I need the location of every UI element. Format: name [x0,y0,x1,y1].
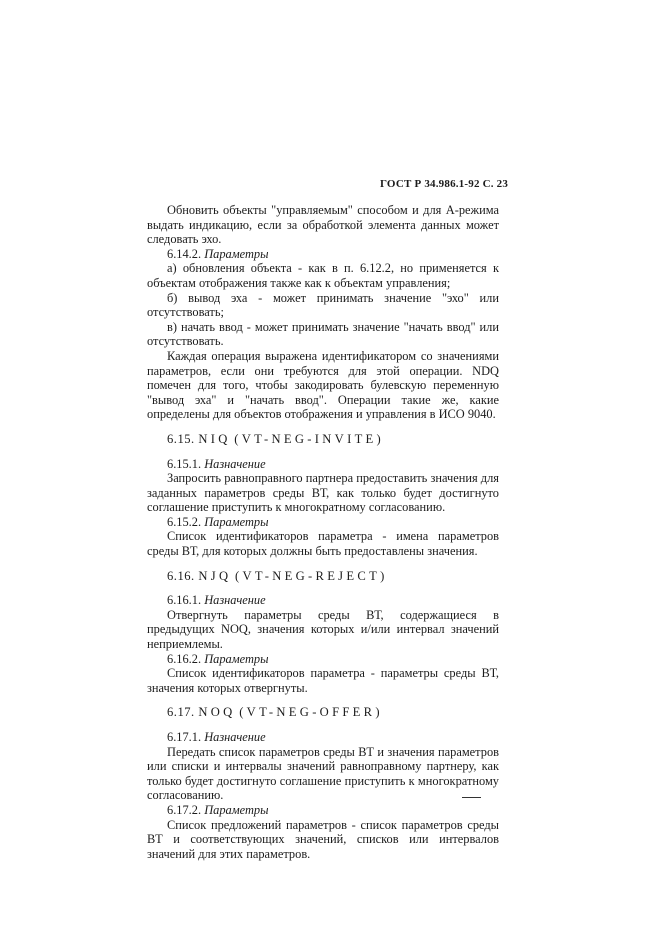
subsection-number: 6.15.2. [167,514,202,529]
paragraph-item-v: в) начать ввод - может принимать значение "начать ввод" или отсутствовать. [147,319,499,349]
paragraph-njq-purpose: Отвергнуть параметры среды ВТ, содержащиеся в предыдущих NOQ, значения которых и/или интервал значений неприемлемы. [147,607,499,652]
section-6-15-heading [167,432,499,447]
section-number: 6.16. [167,568,195,583]
paragraph-update-objects: Обновить объекты "управляемым" способом и для А-режима выдать индикацию, если за обработкой элемента данных может следовать эхо. [147,203,499,247]
subsection-number: 6.15.1. [167,456,202,471]
paragraph-item-b: б) вывод эха - может принимать значение "эхо" или отсутствовать; [147,290,499,320]
section-6-17-heading [167,705,499,720]
subsection-6-16-2-heading [147,652,499,667]
subsection-6-17-2-heading [147,803,499,818]
section-code: NIQ [198,431,231,446]
paragraph-njq-params: Список идентификаторов параметра - параметры среды ВТ, значения которых отвергнуты. [147,666,499,695]
subsection-6-14-2-heading [147,247,499,262]
section-number: 6.15. [167,431,195,446]
subsection-6-15-2-heading [147,515,499,530]
subsection-number: 6.16.2. [167,651,202,666]
section-code: NOQ [198,705,236,720]
footer-rule [462,797,481,798]
subsection-6-15-1-heading [147,457,499,472]
paragraph-noq-params: Список предложений параметров - список параметров среды ВТ и соответствующих значений, списков или интервалов значений для этих параметров. [147,817,499,861]
section-code: NJQ [198,568,232,583]
subsection-number: 6.17.1. [167,730,202,744]
section-name: (VT-NEG-REJECT) [235,568,388,583]
subsection-title: Параметры [204,514,269,529]
subsection-title: Параметры [204,246,269,261]
subsection-title: Параметры [204,802,269,817]
page-header: ГОСТ Р 34.986.1-92 С. 23 [380,178,509,190]
subsection-title: Назначение [204,456,266,471]
subsection-number: 6.17.2. [167,802,202,817]
paragraph-noq-purpose: Передать список параметров среды ВТ и значения параметров или списки и интервалы значений равноправному партнеру, как только будет достигнуто соглашение приступить к многократному согласованию. [147,744,499,803]
section-6-16-heading [167,569,499,584]
subsection-title: Параметры [204,651,269,666]
section-name: (VT-NEG-INVITE) [234,431,385,446]
paragraph-operations: Каждая операция выражена идентификатором со значениями параметров, если они требуются для этой операции. NDQ помечен для того, чтобы закодировать булевскую переменную "вывод эха" и "начать ввод". Операции такие же, какие определены для объектов отображения и управления в ИСО 9040. [147,348,499,422]
page-body [147,203,499,861]
section-name: (VT-NEG-OFFER) [239,705,383,720]
paragraph-niq-purpose: Запросить равноправного партнера предоставить значения для заданных параметров среды ВТ, как только будет достигнуто соглашение приступить к многократному согласованию. [147,471,499,515]
subsection-number: 6.14.2. [167,246,202,261]
paragraph-niq-params: Список идентификаторов параметра - имена параметров среды ВТ, для которых должны быть предоставлены значения. [147,529,499,559]
subsection-6-17-1-heading [147,730,499,745]
section-number: 6.17. [167,705,195,720]
subsection-title: Назначение [204,593,266,608]
subsection-6-16-1-heading [147,593,499,608]
paragraph-item-a: а) обновления объекта - как в п. 6.12.2, но применяется к объектам отображения также как к объектам управления; [147,261,499,290]
subsection-title: Назначение [204,730,266,744]
subsection-number: 6.16.1. [167,593,202,608]
